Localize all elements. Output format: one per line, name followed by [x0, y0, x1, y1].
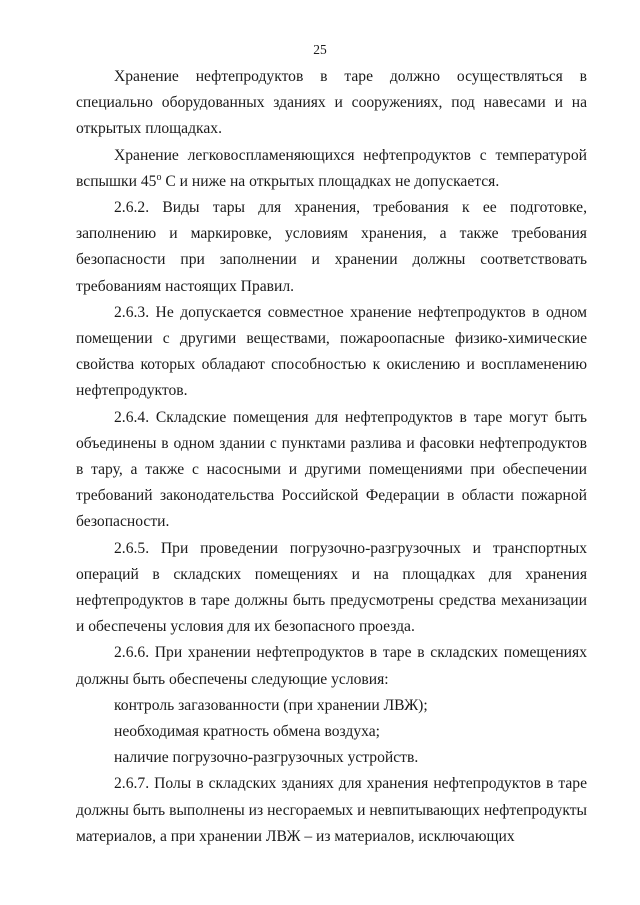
page-body: [76, 64, 587, 850]
list-item: контроль загазованности (при хранении ЛВЖ);: [114, 696, 428, 714]
paragraph-flammable-text-start: Хранение легковоспламеняющихся нефтепродуктов с температурой вспышки 45: [76, 146, 587, 190]
paragraph-flammable-storage: [76, 143, 587, 195]
page-number: 25: [313, 42, 327, 57]
paragraph-2-6-2: 2.6.2. Виды тары для хранения, требования к ее подготовке, заполнению и маркировке, условиям хранения, а также требования безопасности при заполнении и хранении должны соответствовать требованиям настоящих Правил.: [76, 199, 587, 295]
degree-superscript: o: [156, 171, 162, 183]
paragraph-flammable-text-end: C и ниже на открытых площадках не допускается.: [161, 172, 500, 190]
paragraph-2-6-7: 2.6.7. Полы в складских зданиях для хранения нефтепродуктов в таре должны быть выполнены из несгораемых и невпитывающих нефтепродукты материалов, а при хранении ЛВЖ – из материалов, исключающих: [76, 775, 587, 845]
paragraph-2-6-5: 2.6.5. При проведении погрузочно-разгрузочных и транспортных операций в складских помещениях и на площадках для хранения нефтепродуктов в таре должны быть предусмотрены средства механизации и обеспечены условия для их безопасного проезда.: [76, 539, 587, 636]
paragraph-storage-in-containers: Хранение нефтепродуктов в таре должно осуществляться в специально оборудованных зданиях и сооружениях, под навесами и на открытых площадках.: [76, 68, 587, 138]
paragraph-2-6-6: 2.6.6. При хранении нефтепродуктов в таре в складских помещениях должны быть обеспечены следующие условия:: [76, 644, 587, 688]
list-item: необходимая кратность обмена воздуха;: [114, 723, 381, 741]
paragraph-2-6-4: 2.6.4. Складские помещения для нефтепродуктов в таре могут быть объединены в одном здании с пунктами разлива и фасовки нефтепродуктов в тару, а также с насосными и другими помещениями при обеспечении требований законодательства Российской Федерации в области пожарной безопасности.: [76, 408, 587, 531]
paragraph-2-6-3: 2.6.3. Не допускается совместное хранение нефтепродуктов в одном помещении с другими веществами, пожароопасные физико-химические свойства которых обладают способностью к окислению и воспламенению нефтепродуктов.: [76, 303, 587, 400]
list-item: наличие погрузочно-разгрузочных устройств.: [114, 749, 419, 767]
